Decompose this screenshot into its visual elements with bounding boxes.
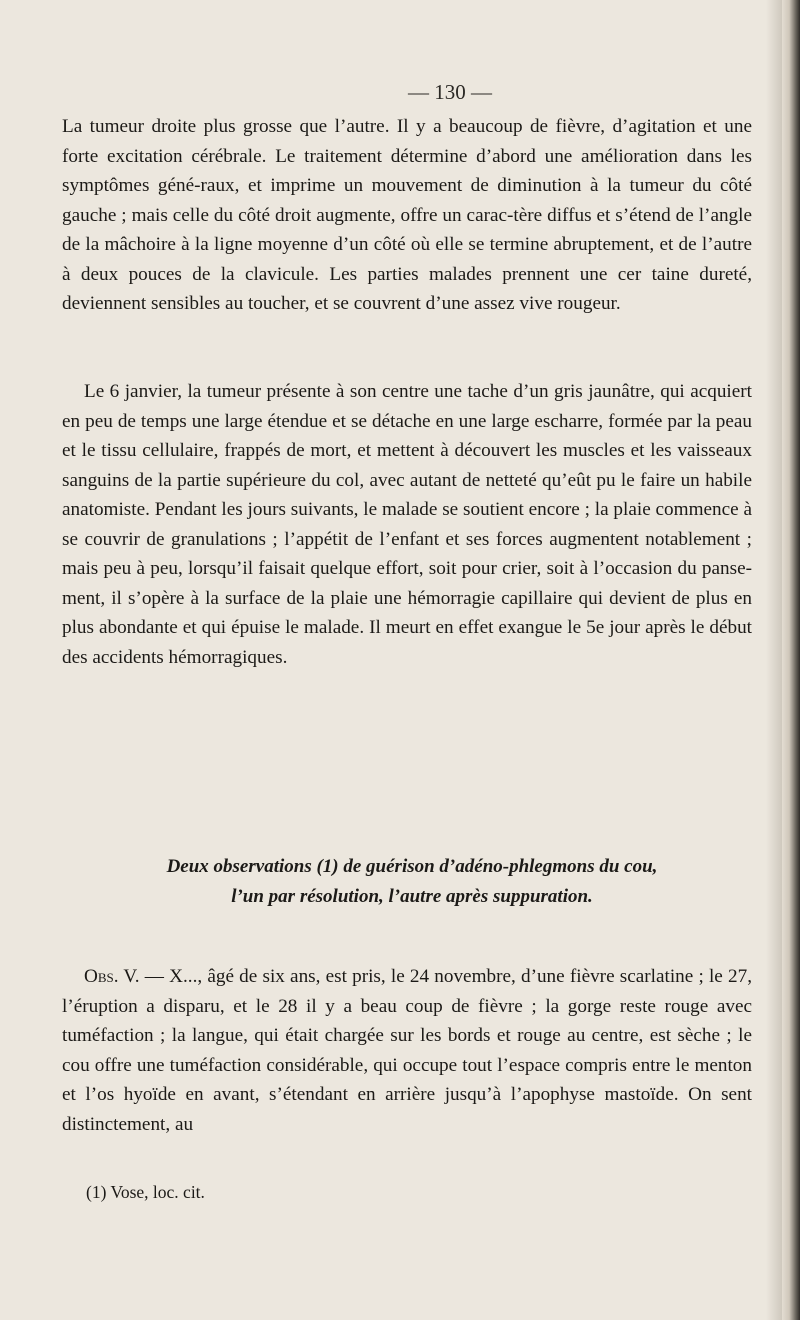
paragraph-2-text: Le 6 janvier, la tumeur présente à son centre une tache d’un gris jaunâtre, qui acquiert en peu de temps une large étendue et se détache en une large escharre, formée par la peau et le tissu cellulaire, frappés de mort, et mettent à découvert les muscles et les vaisseaux sanguins de la partie supérieure du col, avec autant de netteté qu’eût pu le faire un habile anatomiste. Pendant les jours suivants, le malade se soutient encore ; la plaie commence à se couvrir de granulations ; l’appétit de l’enfant et ses forces augmentent notablement ; mais peu à peu, lorsqu’il faisait quelque effort, soit pour crier, soit à l’occasion du panse-ment, il s’opère à la surface de la plaie une hémorragie capillaire qui devient de plus en plus abondante et qui épuise le malade. Il meurt en effet exangue le 5e jour après le début des accidents hémorragiques. [62,381,752,668]
paragraph-2 [62,377,752,672]
footnote-text: (1) Vose, loc. cit. [86,1182,205,1202]
paragraph-1 [62,112,752,319]
page-number [0,80,800,105]
section-heading [62,852,762,912]
page-edge-binding [782,0,800,1320]
page-number-text: — 130 — [408,80,492,104]
footnote [86,1180,205,1204]
paragraph-3 [62,943,752,1158]
paragraph-3-text: — X..., âgé de six ans, est pris, le 24 novembre, d’une fièvre scarlatine ; le 27, l’éruption a disparu, et le 28 il y a beau coup de fièvre ; la gorge reste rouge avec tuméfaction ; la langue, qui était chargée sur les bords et rouge au centre, est sèche ; le cou offre une tuméfaction considérable, qui occupe tout l’espace compris entre le menton et l’os hyoïde en avant, s’étendant en arrière jusqu’à l’apophyse mastoïde. On sent distinctement, au [62,966,752,1135]
page-shadow [766,0,782,1320]
section-heading-line-2: l’un par résolution, l’autre après suppuration. [231,886,593,907]
observation-label: Obs. V. [84,966,140,988]
paragraph-3-body [62,962,752,1139]
paragraph-1-text: La tumeur droite plus grosse que l’autre. Il y a beaucoup de fièvre, d’agitation et une forte excitation cérébrale. Le traitement détermine d’abord une amélioration dans les symptômes géné-raux, et imprime un mouvement de diminution à la tumeur du côté gauche ; mais celle du côté droit augmente, offre un carac-tère diffus et s’étend de l’angle de la mâchoire à la ligne moyenne d’un côté où elle se termine abruptement, et de l’autre à deux pouces de la clavicule. Les parties malades prennent une cer taine dureté, deviennent sensibles au toucher, et se couvrent d’une assez vive rougeur. [62,116,752,314]
section-heading-line-1: Deux observations (1) de guérison d’adéno-phlegmons du cou, [166,856,658,877]
